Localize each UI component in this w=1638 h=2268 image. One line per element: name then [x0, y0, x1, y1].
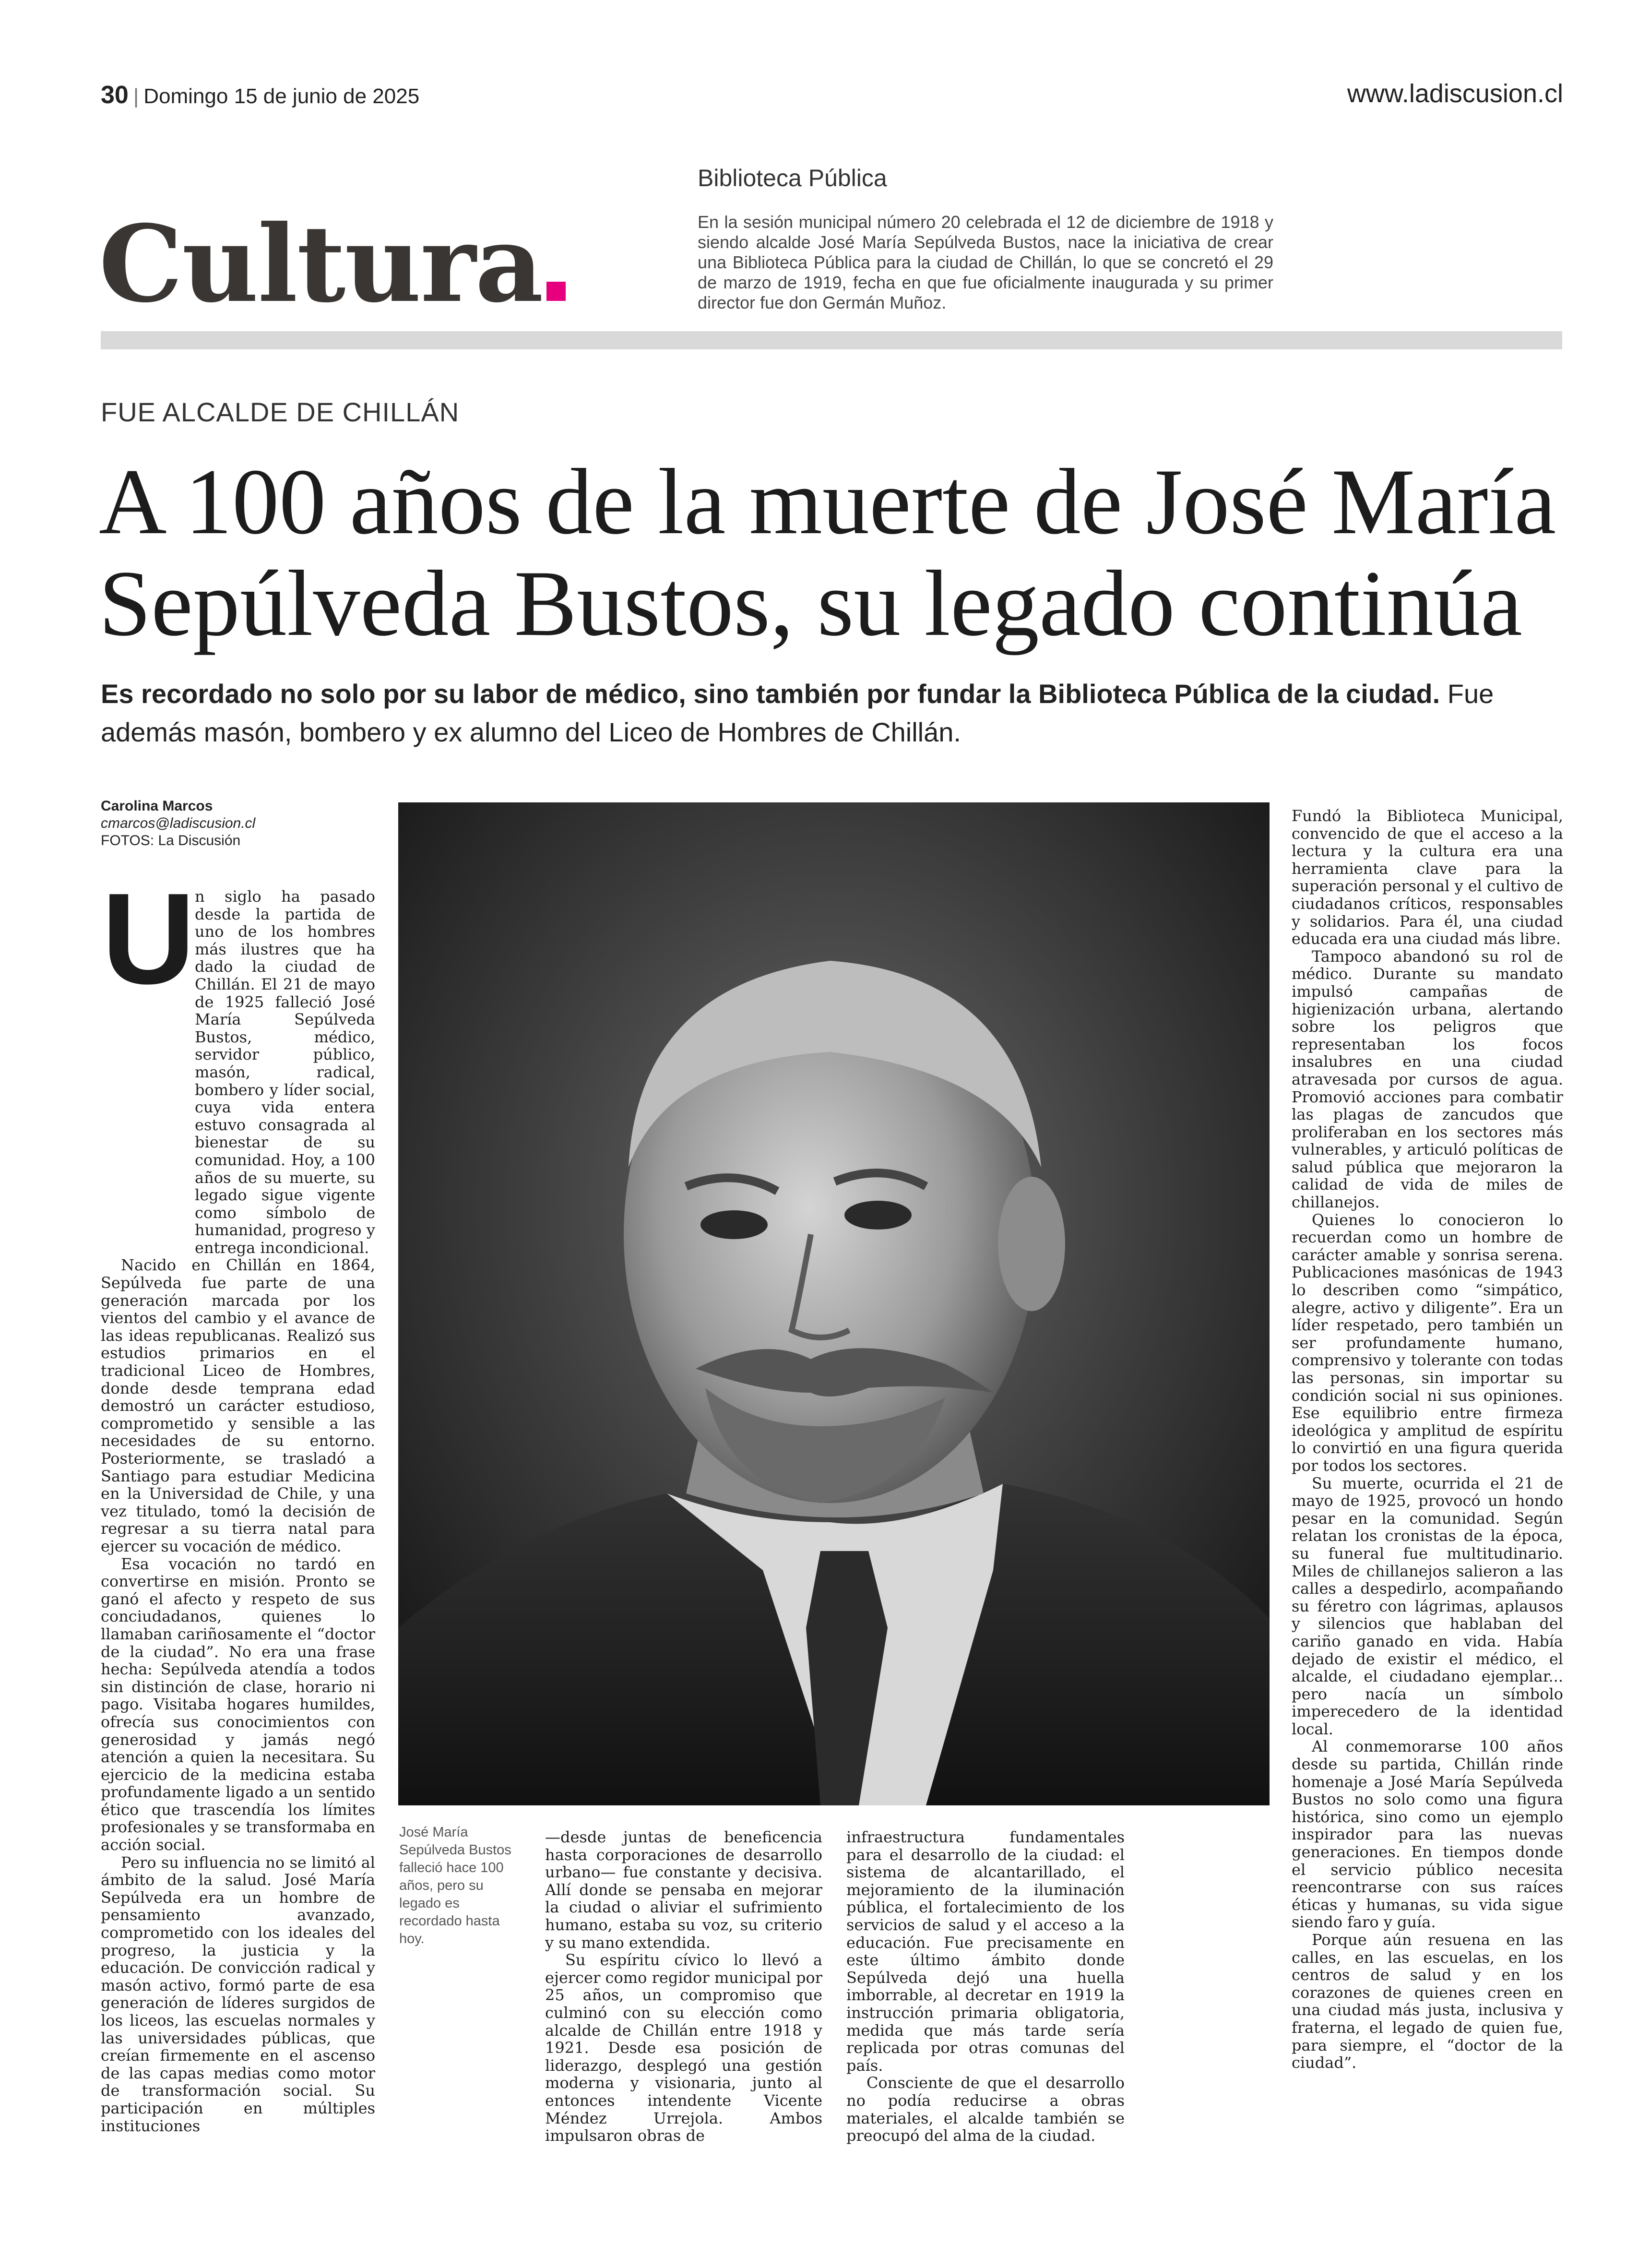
byline [101, 798, 255, 849]
issue-date: Domingo 15 de junio de 2025 [143, 84, 420, 108]
deck-rest: Fue además masón, bombero y ex alumno del Liceo de Hombres de Chillán. [101, 679, 1494, 747]
section-divider-bar [101, 331, 1562, 349]
col4-para-2: Tampoco abandonó su rol de médico. Durante su mandato impulsó campañas de higienización urbana, alertando sobre los peligros que representaban los focos insalubres en una ciudad atravesada por cursos de agua. Promovió acciones para combatir las plagas de zancudos que proliferaban en los sectores más vulnerables, y articuló políticas de salud pública que mejoraron la calidad de vida de miles de chillanejos. [1292, 947, 1563, 1212]
photo-credit: FOTOS: La Discusión [101, 833, 241, 848]
article-column-2 [545, 1828, 822, 2145]
page-number: 30 [101, 81, 129, 109]
col4-para-4: Su muerte, ocurrida el 21 de mayo de 1925, provocó un hondo pesar en la comunidad. Según relatan los cronistas de la época, su funeral fue multitudinario. Miles de chillanejos salieron a las calles a despedirlo, acompañando su féretro con lágrimas, aplausos y silencios que hablaban del cariño ganado en vida. Había dejado de existir el médico, el alcalde, el ciudadano ejemplar... pero nacía un símbolo imperecedero de la identidad local. [1292, 1474, 1563, 1738]
page-folio [101, 81, 419, 109]
article-column-3 [846, 1828, 1125, 2145]
drop-cap: U [102, 867, 195, 1011]
article-kicker: FUE ALCALDE DE CHILLÁN [101, 397, 460, 427]
section-accent-square [546, 282, 566, 301]
col4-para-1: Fundó la Biblioteca Municipal, convencido de que el acceso a la lectura y la cultura era una herramienta clave para la superación personal y el cultivo de ciudadanos críticos, responsables y solidarios. Para él, una ciudad educada era una ciudad más libre. [1292, 807, 1563, 948]
deck-bold: Es recordado no solo por su labor de médico, sino también por fundar la Biblioteca Pública de la ciudad. [101, 679, 1440, 709]
photo-caption: José María Sepúlveda Bustos falleció hace 100 años, pero su legado es recordado hasta hoy. [399, 1825, 511, 1946]
article-column-1 [101, 888, 375, 2135]
author-email[interactable]: cmarcos@ladiscusion.cl [101, 815, 256, 831]
col1-para-1: n siglo ha pasado desde la partida de uno de los hombres más ilustres que ha dado la ciudad de Chillán. El 21 de mayo de 1925 falleció José María Sepúlveda Bustos, médico, servidor público, masón, radical, bombero y líder social, cuya vida entera estuvo consagrada al bienestar de su comunidad. Hoy, a 100 años de su muerte, su legado sigue vigente como símbolo de humanidad, progreso y entrega incondicional. [195, 887, 375, 1257]
col3-para-1: infraestructura fundamentales para el desarrollo de la ciudad: el sistema de alcantarillado, el mejoramiento de la iluminación pública, el fortalecimiento de los servicios de salud y el acceso a la educación. Fue precisamente en este último ámbito donde Sepúlveda dejó una huella imborrable, al decretar en 1919 la instrucción primaria obligatoria, medida que más tarde sería replicada por otras comunas del país. [846, 1828, 1125, 2075]
col4-para-6: Porque aún resuena en las calles, en las escuelas, en los centros de salud y en los corazones de quienes creen en una ciudad más justa, inclusiva y fraterna, el legado de quien fue, para siempre, el “doctor de la ciudad”. [1292, 1931, 1563, 2072]
col4-para-5: Al conmemorarse 100 años desde su partida, Chillán rinde homenaje a José María Sepúlveda Bustos no solo como una figura histórica, sino como un ejemplo inspirador para las nuevas generaciones. En tiempos donde el servicio público necesita reencontrarse con sus raíces éticas y humanas, su vida sigue siendo faro y guía. [1292, 1737, 1563, 1932]
info-box-heading: Biblioteca Pública [698, 165, 887, 191]
info-box-text: En la sesión municipal número 20 celebrada el 12 de diciembre de 1918 y siendo alcalde José María Sepúlveda Bustos, nace la iniciativa de crear una Biblioteca Pública para la ciudad de Chillán, lo que se concretó el 29 de marzo de 1919, fecha en que fue oficialmente inaugurada y su primer director fue don Germán Muñoz. [698, 212, 1273, 312]
folio-divider: | [133, 84, 139, 108]
author-name: Carolina Marcos [101, 798, 213, 814]
website-url[interactable]: www.ladiscusion.cl [1347, 79, 1563, 108]
col4-para-3: Quienes lo conocieron lo recuerdan como un hombre de carácter amable y sonrisa serena. Publicaciones masónicas de 1943 lo describen como “simpático, alegre, activo y diligente”. Era un líder respetado, pero también un ser profundamente humano, comprensivo y tolerante con todas las personas, sin importar su condición social ni sus opiniones. Ese equilibrio entre firmeza ideológica y amplitud de espíritu lo convirtió en una figura querida por todos los sectores. [1292, 1210, 1563, 1475]
col1-para-2: Nacido en Chillán en 1864, Sepúlveda fue parte de una generación marcada por los vientos del cambio y el avance de las ideas republicanas. Realizó sus estudios primarios en el tradicional Liceo de Hombres, donde desde temprana edad demostró un carácter estudioso, comprometido y sensible a las necesidades de su entorno. Posteriormente, se trasladó a Santiago para estudiar Medicina en la Universidad de Chile, y una vez titulado, tomó la decisión de regresar a su tierra natal para ejercer su vocación de médico. [101, 1256, 375, 1555]
article-headline: A 100 años de la muerte de José María Sepúlveda Bustos, su legado continúa [99, 450, 1556, 656]
section-title [99, 202, 566, 326]
section-title-text: Cultura [99, 202, 543, 326]
portrait-illustration [398, 802, 1270, 1805]
col1-para-3: Esa vocación no tardó en convertirse en misión. Pronto se ganó el afecto y respeto de sus conciudadanos, quienes lo llamaban cariñosamente el “doctor de la ciudad”. No era una frase hecha: Sepúlveda atendía a todos sin distinción de clase, horario ni pago. Visitaba hogares humildes, ofrecía sus conocimientos con generosidad y jamás negó atención a quien la necesitara. Su ejercicio de la medicina estaba profundamente ligado a un sentido ético que trascendía los límites profesionales y se transformaba en acción social. [101, 1554, 375, 1854]
col2-para-1: —desde juntas de beneficencia hasta corporaciones de desarrollo urbano— fue constante y decisiva. Allí donde se pensaba en mejorar la ciudad o aliviar el sufrimiento humano, estaba su voz, su criterio y su mano extendida. [545, 1828, 822, 1952]
portrait-photo [398, 802, 1270, 1805]
article-column-4 [1292, 807, 1563, 2072]
col1-para-4: Pero su influencia no se limitó al ámbito de la salud. José María Sepúlveda era un hombre de pensamiento avanzado, comprometido con los ideales del progreso, la justicia y la educación. De convicción radical y masón activo, formó parte de esa generación de líderes surgidos de los liceos, las escuelas normales y las universidades públicas, que creían firmemente en el ascenso de las capas medias como motor de transformación social. Su participación en múltiples instituciones [101, 1853, 375, 2135]
article-deck [101, 675, 1564, 752]
col3-para-2: Consciente de que el desarrollo no podía reducirse a obras materiales, el alcalde también se preocupó del alma de la ciudad. [846, 2074, 1125, 2145]
col2-para-2: Su espíritu cívico lo llevó a ejercer como regidor municipal por 25 años, un compromiso que culminó con su elección como alcalde de Chillán entre 1918 y 1921. Desde esa posición de liderazgo, desplegó una gestión moderna y visionaria, junto al entonces intendente Vicente Méndez Urrejola. Ambos impulsaron obras de [545, 1951, 822, 2145]
